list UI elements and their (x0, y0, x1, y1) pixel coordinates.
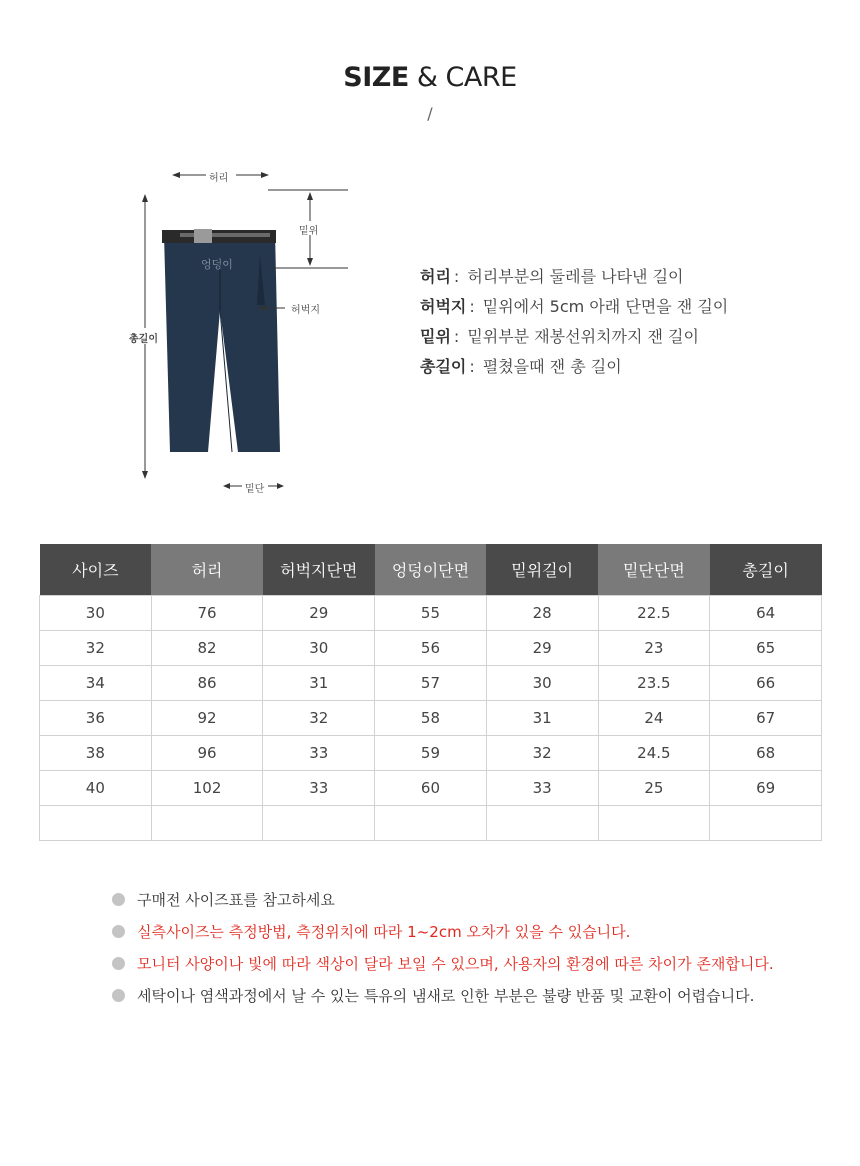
title-bold: SIZE (343, 62, 409, 93)
table-cell: 92 (151, 701, 263, 736)
note-item (112, 922, 774, 954)
note-text: 모니터 사양이나 빛에 따라 색상이 달라 보일 수 있으며, 사용자의 환경에 따른 차이가 존재합니다. (137, 955, 774, 973)
table-cell: 33 (486, 771, 598, 806)
care-notes (112, 890, 774, 1018)
hip-label: 엉덩이 (201, 258, 233, 271)
table-row (40, 806, 822, 841)
note-item (112, 954, 774, 986)
definition-term: 총길이 (420, 357, 467, 376)
table-cell: 56 (375, 631, 487, 666)
table-cell: 58 (375, 701, 487, 736)
table-cell: 31 (486, 701, 598, 736)
table-cell: 38 (40, 736, 152, 771)
table-cell (151, 806, 263, 841)
table-cell: 32 (40, 631, 152, 666)
note-item (112, 986, 774, 1018)
table-cell: 30 (40, 596, 152, 631)
table-cell: 23.5 (598, 666, 710, 701)
table-cell: 76 (151, 596, 263, 631)
table-cell: 69 (710, 771, 822, 806)
definition-item: 허벅지 : 밑위에서 5cm 아래 단면을 잰 길이 (420, 292, 728, 322)
table-cell: 22.5 (598, 596, 710, 631)
table-cell: 82 (151, 631, 263, 666)
title-divider: / (427, 104, 433, 123)
table-cell (710, 806, 822, 841)
table-cell: 32 (486, 736, 598, 771)
bullet-icon (112, 957, 125, 970)
definition-item: 허리 : 허리부분의 둘레를 나타낸 길이 (420, 262, 728, 292)
measurement-definitions (420, 262, 728, 382)
table-cell: 24 (598, 701, 710, 736)
table-cell: 34 (40, 666, 152, 701)
table-cell: 102 (151, 771, 263, 806)
table-cell: 67 (710, 701, 822, 736)
definition-item: 밑위 : 밑위부분 재봉선위치까지 잰 길이 (420, 322, 728, 352)
table-cell: 31 (263, 666, 375, 701)
table-row (40, 771, 822, 806)
definition-term: 허리 (420, 267, 451, 286)
table-cell: 55 (375, 596, 487, 631)
header-hip: 엉덩이단면 (375, 544, 487, 596)
bullet-icon (112, 925, 125, 938)
table-cell (40, 806, 152, 841)
table-cell: 32 (263, 701, 375, 736)
title-rest: & CARE (416, 62, 517, 93)
rise-label: 밑위 (299, 226, 319, 237)
header-rise: 밑위길이 (486, 544, 598, 596)
table-cell: 96 (151, 736, 263, 771)
table-row (40, 631, 822, 666)
table-cell: 33 (263, 736, 375, 771)
table-cell: 25 (598, 771, 710, 806)
table-cell: 68 (710, 736, 822, 771)
table-cell (375, 806, 487, 841)
table-body (40, 596, 822, 841)
table-row (40, 736, 822, 771)
table-cell: 64 (710, 596, 822, 631)
table-cell: 29 (486, 631, 598, 666)
header-hem: 밑단단면 (598, 544, 710, 596)
table-cell: 33 (263, 771, 375, 806)
table-cell: 28 (486, 596, 598, 631)
page-title (0, 62, 860, 93)
header-size: 사이즈 (40, 544, 152, 596)
definition-desc: 허리부분의 둘레를 나타낸 길이 (467, 267, 684, 286)
table-cell: 57 (375, 666, 487, 701)
size-table (39, 544, 822, 841)
table-cell (486, 806, 598, 841)
table-cell: 30 (486, 666, 598, 701)
table-cell: 24.5 (598, 736, 710, 771)
bullet-icon (112, 893, 125, 906)
definition-term: 허벅지 (420, 297, 467, 316)
table-cell: 65 (710, 631, 822, 666)
table-header-row (40, 544, 822, 596)
bullet-icon (112, 989, 125, 1002)
table-row (40, 666, 822, 701)
note-text: 실측사이즈는 측정방법, 측정위치에 따라 1~2cm 오차가 있을 수 있습니다. (137, 923, 631, 941)
note-text: 구매전 사이즈표를 참고하세요 (137, 891, 335, 909)
definition-desc: 밑위부분 재봉선위치까지 잰 길이 (467, 327, 699, 346)
table-cell: 29 (263, 596, 375, 631)
table-cell (598, 806, 710, 841)
hem-label: 밑단 (245, 484, 265, 495)
size-diagram (120, 160, 360, 500)
table-cell: 86 (151, 666, 263, 701)
table-cell: 66 (710, 666, 822, 701)
table-cell: 30 (263, 631, 375, 666)
table-cell: 23 (598, 631, 710, 666)
table-row (40, 596, 822, 631)
note-item (112, 890, 774, 922)
waist-label: 허리 (209, 173, 229, 184)
table-cell: 60 (375, 771, 487, 806)
definition-item: 총길이 : 펼쳤을때 잰 총 길이 (420, 352, 728, 382)
table-cell (263, 806, 375, 841)
header-total-length: 총길이 (710, 544, 822, 596)
total-length-label: 총길이 (129, 334, 158, 345)
note-text: 세탁이나 염색과정에서 날 수 있는 특유의 냄새로 인한 부분은 불량 반품 및 교환이 어렵습니다. (137, 987, 755, 1005)
table-row (40, 701, 822, 736)
table-cell: 59 (375, 736, 487, 771)
table-cell: 36 (40, 701, 152, 736)
definition-term: 밑위 (420, 327, 451, 346)
definition-desc: 밑위에서 5cm 아래 단면을 잰 길이 (482, 297, 729, 316)
header-waist: 허리 (151, 544, 263, 596)
thigh-label: 허벅지 (291, 305, 320, 316)
header-thigh: 허벅지단면 (263, 544, 375, 596)
definition-desc: 펼쳤을때 잰 총 길이 (482, 357, 622, 376)
table-cell: 40 (40, 771, 152, 806)
